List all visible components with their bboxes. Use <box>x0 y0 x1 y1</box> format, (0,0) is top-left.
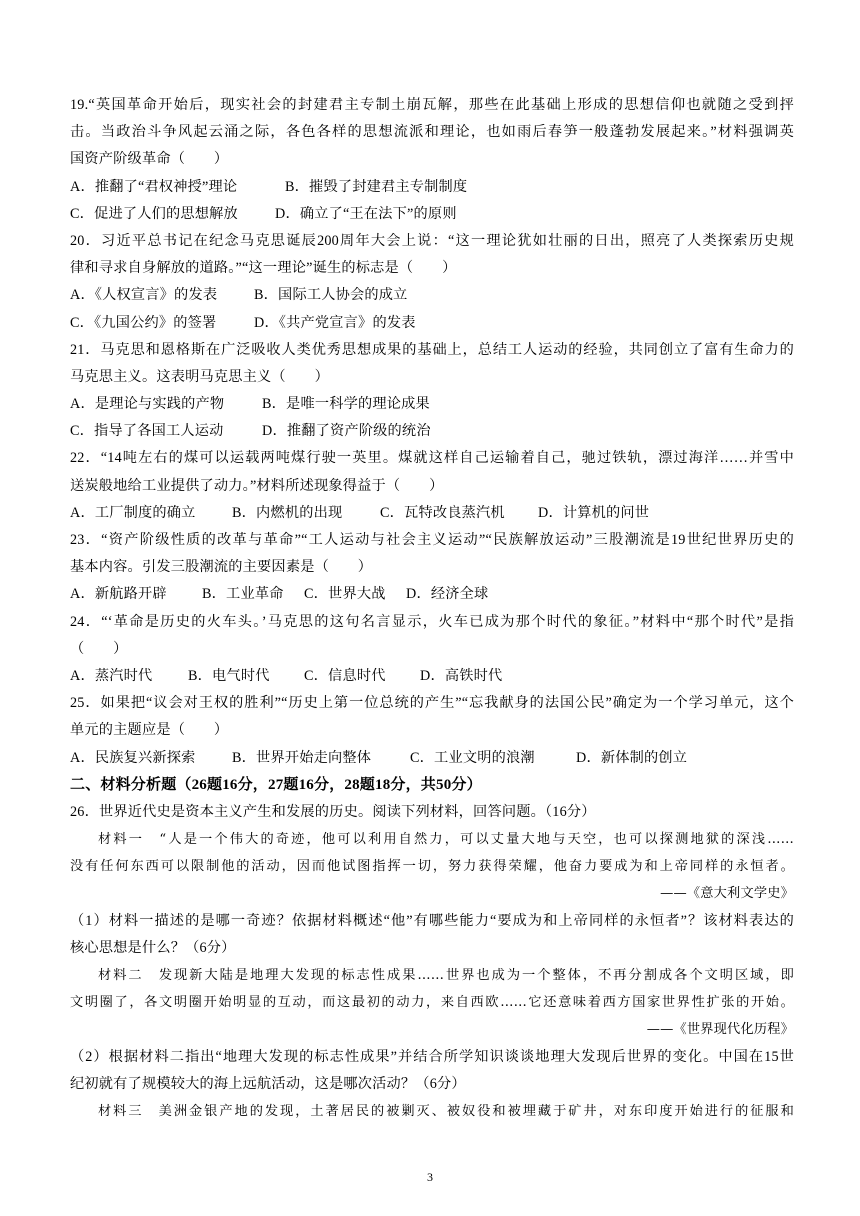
q20-options-row-1 <box>70 282 794 309</box>
q19-option-d: D．确立了“王在法下”的原则 <box>275 205 457 222</box>
q19-option-a: A．推翻了“君权神授”理论 <box>70 178 238 195</box>
page-content <box>70 92 794 1125</box>
q24-option-a: A．蒸汽时代 <box>70 667 153 684</box>
q22-stem-line-1: 22．“14吨左右的煤可以运载两吨煤行驶一英里。煤就这样自己运输着自己，驰过铁轨，漂过海洋……并雪中 <box>70 450 794 467</box>
q22-option-b: B．内燃机的出现 <box>232 504 343 521</box>
q21-stem-line-2: 马克思主义。这表明马克思主义（ ） <box>70 368 329 385</box>
q24-option-c: C．信息时代 <box>304 667 386 684</box>
q21-options-row-2 <box>70 418 794 445</box>
q20-option-b: B．国际工人协会的成立 <box>254 287 408 304</box>
q25-option-d: D．新体制的创立 <box>576 749 688 766</box>
q22-option-c: C．瓦特改良蒸汽机 <box>380 504 505 521</box>
q24-stem-line-1: 24．“‘革命是历史的火车头。’马克思的这句名言显示，火车已成为那个时代的象征。”材料中“那个时代”是指 <box>70 613 794 630</box>
q20-stem-line-2: 律和寻求自身解放的道路。”“这一理论”诞生的标志是（ ） <box>70 260 457 277</box>
q25-stem-line-1: 25．如果把“议会对王权的胜利”“历史上第一位总统的产生”“忘我献身的法国公民”确定为一个学习单元，这个 <box>70 695 794 712</box>
q25-stem-line-2: 单元的主题应是（ ） <box>70 722 229 739</box>
q25-options-row <box>70 745 794 772</box>
material-1-source: ——《意大利文学史》 <box>660 886 794 902</box>
material-1-line-1: 材料一 “人是一个伟大的奇迹，他可以利用自然力，可以丈量大地与天空，也可以探测地狱的深浅…… <box>98 832 794 848</box>
subquestion-1-line-1: （1）材料一描述的是哪一奇迹？依据材料概述“他”有哪些能力“要成为和上帝同样的永恒者”？该材料表达的 <box>70 912 794 929</box>
material-2-line-2: 文明圈了，各文明圈开始明显的互动，而这最初的动力，来自西欧……它还意味着西方国家世界性扩张的开始。 <box>70 995 794 1011</box>
q19-options-row-1 <box>70 174 794 201</box>
subquestion-2-line-2: 纪初就有了规模较大的海上远航活动，这是哪次活动？（6分） <box>70 1075 466 1092</box>
q19-option-b: B．摧毁了封建君主专制制度 <box>285 178 468 195</box>
q22-options-row <box>70 500 794 527</box>
q23-option-d: D．经济全球 <box>406 586 489 603</box>
q23-options-row <box>70 581 794 608</box>
material-1-line-2: 没有任何东西可以限制他的活动，因而他试图指挥一切，努力获得荣耀，他奋力要成为和上帝同样的永恒者。 <box>70 859 794 875</box>
q19-stem-line-2: 击。当政治斗争风起云涌之际，各色各样的思想流派和理论，也如雨后春笋一般蓬勃发展起来。”材料强调英 <box>70 124 794 141</box>
q24-option-b: B．电气时代 <box>188 667 270 684</box>
q23-option-a: A．新航路开辟 <box>70 586 167 603</box>
subquestion-1-line-2: 核心思想是什么？（6分） <box>70 939 236 956</box>
q21-option-a: A．是理论与实践的产物 <box>70 396 225 413</box>
q22-option-a: A．工厂制度的确立 <box>70 504 196 521</box>
q22-option-d: D．计算机的问世 <box>538 504 650 521</box>
q21-option-b: B．是唯一科学的理论成果 <box>262 396 430 413</box>
material-2-line-1: 材料二 发现新大陆是地理大发现的标志性成果……世界也成为一个整体，不再分割成各个文明区域，即 <box>98 968 794 983</box>
q23-option-c: C．世界大战 <box>304 586 386 603</box>
q20-stem-line-1: 20．习近平总书记在纪念马克思诞辰200周年大会上说：“这一理论犹如壮丽的日出，照亮了人类探索历史规 <box>70 232 794 249</box>
page-number: 3 <box>427 1170 433 1184</box>
q21-option-d: D．推翻了资产阶级的统治 <box>262 423 431 440</box>
q25-option-b: B．世界开始走向整体 <box>232 749 372 766</box>
q20-options-row-2 <box>70 310 794 337</box>
q20-option-a: A．《人权宣言》的发表 <box>70 287 218 304</box>
q24-options-row <box>70 663 794 690</box>
q19-stem-line-3: 国资产阶级革命（ ） <box>70 151 229 168</box>
q19-stem-line-1: 19.“英国革命开始后，现实社会的封建君主专制土崩瓦解，那些在此基础上形成的思想信仰也就随之受到抨 <box>70 97 794 113</box>
q24-stem-line-2: （ ） <box>70 640 128 657</box>
q23-stem-line-2: 基本内容。引发三股潮流的主要因素是（ ） <box>70 559 373 576</box>
q24-option-d: D．高铁时代 <box>420 667 503 684</box>
q25-option-c: C．工业文明的浪潮 <box>410 749 535 766</box>
q23-stem-line-1: 23．“资产阶级性质的改革与革命”“工人运动与社会主义运动”“民族解放运动”三股潮流是19世纪世界历史的 <box>70 532 794 548</box>
q21-option-c: C．指导了各国工人运动 <box>70 423 224 440</box>
material-2-source: ——《世界现代化历程》 <box>646 1022 794 1038</box>
section-heading: 二、材料分析题（26题16分，27题16分，28题18分，共50分） <box>70 776 482 793</box>
q21-stem-line-1: 21．马克思和恩格斯在广泛吸收人类优秀思想成果的基础上，总结工人运动的经验，共同创立了富有生命力的 <box>70 341 794 358</box>
q20-option-d: D．《共产党宣言》的发表 <box>254 314 416 331</box>
q19-options-row-2 <box>70 201 794 228</box>
q21-options-row-1 <box>70 391 794 418</box>
q20-option-c: C．《九国公约》的签署 <box>70 314 217 331</box>
q25-option-a: A．民族复兴新探索 <box>70 749 196 766</box>
q19-option-c: C．促进了人们的思想解放 <box>70 205 238 222</box>
q22-stem-line-2: 送炭般地给工业提供了动力。”材料所述现象得益于（ ） <box>70 477 444 494</box>
subquestion-2-line-1: （2）根据材料二指出“地理大发现的标志性成果”并结合所学知识谈谈地理大发现后世界的变化。中国在15世 <box>70 1048 794 1065</box>
q26-intro: 26．世界近代史是资本主义产生和发展的历史。阅读下列材料，回答问题。（16分） <box>70 803 596 820</box>
material-3-line-1: 材料三 美洲金银产地的发现，土著居民的被剿灭、被奴役和被埋藏于矿井，对东印度开始进行的征服和 <box>98 1103 794 1119</box>
q23-option-b: B．工业革命 <box>202 586 284 603</box>
